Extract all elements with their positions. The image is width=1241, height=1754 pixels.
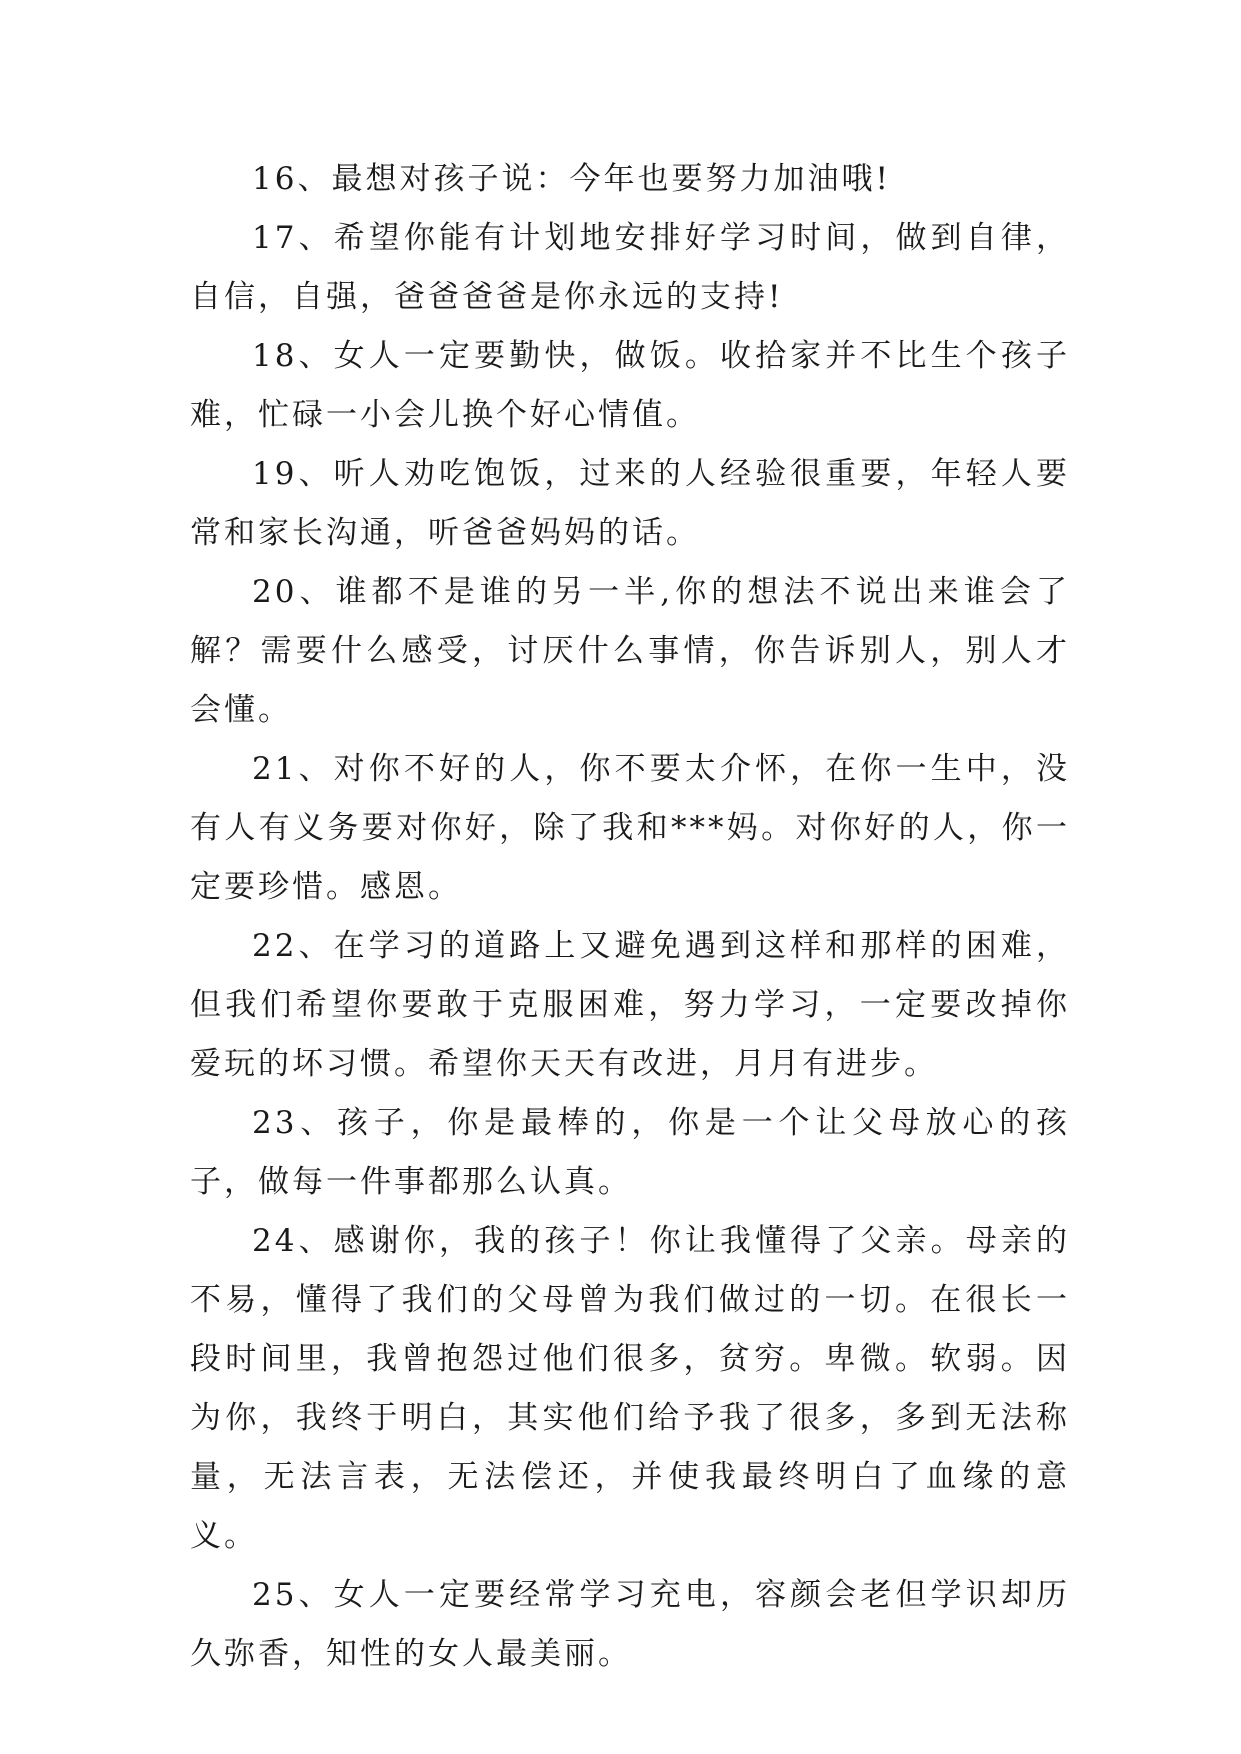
paragraph-25: 25、女人一定要经常学习充电，容颜会老但学识却历久弥香，知性的女人最美丽。 xyxy=(190,1577,1070,1672)
paragraph-22: 22、在学习的道路上又避免遇到这样和那样的困难，但我们希望你要敢于克服困难，努力学习，一定要改掉你爱玩的坏习惯。希望你天天有改进，月月有进步。 xyxy=(190,928,1070,1082)
paragraph-17: 17、希望你能有计划地安排好学习时间，做到自律，自信，自强，爸爸爸爸是你永远的支持! xyxy=(190,220,1070,315)
paragraph-20: 20、谁都不是谁的另一半,你的想法不说出来谁会了解？需要什么感受，讨厌什么事情，你告诉别人，别人才会懂。 xyxy=(190,574,1070,728)
paragraph-16: 16、最想对孩子说：今年也要努力加油哦! xyxy=(252,161,891,197)
paragraph-21: 21、对你不好的人，你不要太介怀，在你一生中，没有人有义务要对你好，除了我和***妈。对你好的人，你一定要珍惜。感恩。 xyxy=(190,751,1070,905)
paragraph-23: 23、孩子，你是最棒的，你是一个让父母放心的孩子，做每一件事都那么认真。 xyxy=(190,1105,1070,1200)
paragraph-18: 18、女人一定要勤快，做饭。收拾家并不比生个孩子难，忙碌一小会儿换个好心情值。 xyxy=(190,338,1070,433)
paragraph-19: 19、听人劝吃饱饭，过来的人经验很重要，年轻人要常和家长沟通，听爸爸妈妈的话。 xyxy=(190,456,1070,551)
paragraph-24: 24、感谢你，我的孩子！你让我懂得了父亲。母亲的不易，懂得了我们的父母曾为我们做过的一切。在很长一段时间里，我曾抱怨过他们很多，贫穷。卑微。软弱。因为你，我终于明白，其实他们给予我了很多，多到无法称量，无法言表，无法偿还，并使我最终明白了血缘的意义。 xyxy=(190,1223,1070,1554)
document-body xyxy=(190,150,1070,1684)
